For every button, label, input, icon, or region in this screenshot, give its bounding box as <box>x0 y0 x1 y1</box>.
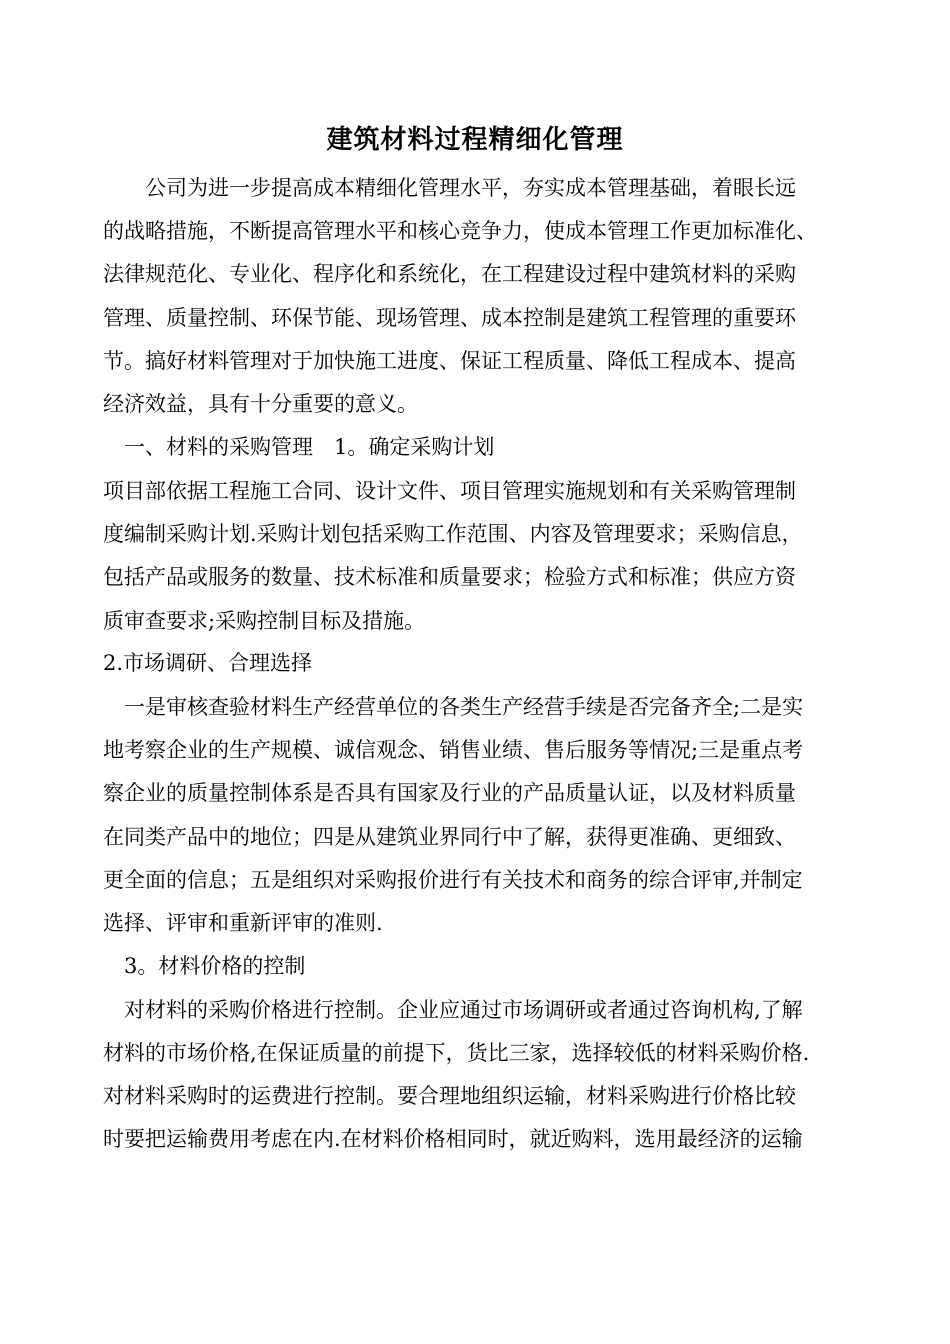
section-heading: 3。材料价格的控制 <box>103 954 306 978</box>
section-heading: 2.市场调研、合理选择 <box>103 651 313 675</box>
body-line: 地考察企业的生产规模、诚信观念、销售业绩、售后服务等情况;三是重点考 <box>103 738 804 762</box>
section-heading: 一、材料的采购管理 1。确定采购计划 <box>103 435 495 459</box>
body-line: 选择、评审和重新评审的准则. <box>103 911 383 935</box>
body-line: 在同类产品中的地位；四是从建筑业界同行中了解，获得更准确、更细致、 <box>103 825 796 849</box>
body-line: 材料的市场价格,在保证质量的前提下，货比三家，选择较低的材料采购价格. <box>103 1041 810 1065</box>
body-line: 法律规范化、专业化、程序化和系统化，在工程建设过程中建筑材料的采购 <box>103 262 796 286</box>
body-line: 更全面的信息；五是组织对采购报价进行有关技术和商务的综合评审,并制定 <box>103 868 803 892</box>
body-line: 包括产品或服务的数量、技术标准和质量要求；检验方式和标准；供应方资 <box>103 565 796 589</box>
body-line: 节。搞好材料管理对于加快施工进度、保证工程质量、降低工程成本、提高 <box>103 349 796 373</box>
body-line: 一是审核查验材料生产经营单位的各类生产经营手续是否完备齐全;二是实 <box>103 695 804 719</box>
body-line: 管理、质量控制、环保节能、现场管理、成本控制是建筑工程管理的重要环 <box>103 306 796 330</box>
body-line: 度编制采购计划.采购计划包括采购工作范围、内容及管理要求；采购信息， <box>103 522 803 546</box>
body-line: 公司为进一步提高成本精细化管理水平，夯实成本管理基础，着眼长远 <box>103 176 796 200</box>
body-line: 项目部依据工程施工合同、设计文件、项目管理实施规划和有关采购管理制 <box>103 479 796 503</box>
body-line: 经济效益，具有十分重要的意义。 <box>103 392 418 416</box>
body-line: 质审查要求;采购控制目标及措施。 <box>103 609 426 633</box>
document-title: 建筑材料过程精细化管理 <box>326 125 624 155</box>
body-line: 时要把运输费用考虑在内.在材料价格相同时，就近购料，选用最经济的运输 <box>103 1127 803 1151</box>
body-line: 对材料采购时的运费进行控制。要合理地组织运输，材料采购进行价格比较 <box>103 1084 796 1108</box>
body-line: 对材料的采购价格进行控制。企业应通过市场调研或者通过咨询机构,了解 <box>103 998 803 1022</box>
body-line: 察企业的质量控制体系是否具有国家及行业的产品质量认证，以及材料质量 <box>103 781 796 805</box>
body-line: 的战略措施，不断提高管理水平和核心竞争力，使成本管理工作更加标准化、 <box>103 219 817 243</box>
